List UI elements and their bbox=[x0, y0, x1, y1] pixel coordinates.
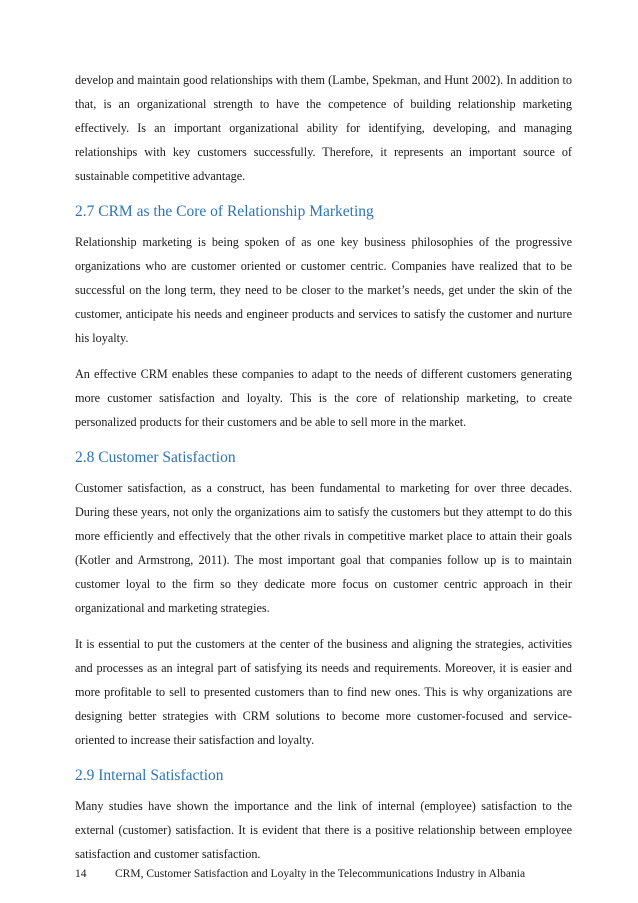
paragraph-2-7-2: An effective CRM enables these companies to adapt to the needs of different customers generating more customer satisfaction and loyalty. This is the core of relationship marketing, to create personalized products for their customers and be able to sell more in the market. bbox=[75, 367, 572, 429]
section-heading-2-9: 2.9 Internal Satisfaction bbox=[75, 767, 224, 784]
paragraph-intro: develop and maintain good relationships with them (Lambe, Spekman, and Hunt 2002). In addition to that, is an organizational strength to have the competence of building relationship marketing effectively. Is an important organizational ability for identifying, developing, and managing relationships with key customers successfully. Therefore, it represents an important source of sustainable competitive advantage. bbox=[75, 73, 572, 183]
paragraph-2-8-1: Customer satisfaction, as a construct, has been fundamental to marketing for over three decades. During these years, not only the organizations aim to satisfy the customers but they attempt to do this more efficiently and effectively that the other rivals in competitive market place to attain their goals (Kotler and Armstrong, 2011). The most important goal that companies follow up is to maintain customer loyal to the firm so they dedicate more focus on customer centric approach in their organizational and marketing strategies. bbox=[75, 481, 572, 615]
paragraph-2-8-2: It is essential to put the customers at the center of the business and aligning the strategies, activities and processes as an integral part of satisfying its needs and requirements. Moreover, it is easier and more profitable to sell to presented customers than to find new ones. This is why organizations are designing better strategies with CRM solutions to become more customer-focused and service-oriented to increase their satisfaction and loyalty. bbox=[75, 637, 572, 747]
page-footer bbox=[75, 866, 575, 882]
section-heading-2-7: 2.7 CRM as the Core of Relationship Marketing bbox=[75, 203, 374, 220]
page-number: 14 bbox=[75, 868, 87, 880]
footer-title: CRM, Customer Satisfaction and Loyalty in the Telecommunications Industry in Albania bbox=[115, 868, 526, 880]
page-body bbox=[75, 68, 572, 878]
paragraph-2-9-1: Many studies have shown the importance and the link of internal (employee) satisfaction to the external (customer) satisfaction. It is evident that there is a positive relationship between employee satisfaction and customer satisfaction. bbox=[75, 799, 572, 861]
section-heading-2-8: 2.8 Customer Satisfaction bbox=[75, 449, 236, 466]
paragraph-2-7-1: Relationship marketing is being spoken of as one key business philosophies of the progressive organizations who are customer oriented or customer centric. Companies have realized that to be successful on the long term, they need to be closer to the market’s needs, get under the skin of the customer, anticipate his needs and engineer products and services to satisfy the customer and nurture his loyalty. bbox=[75, 235, 572, 345]
